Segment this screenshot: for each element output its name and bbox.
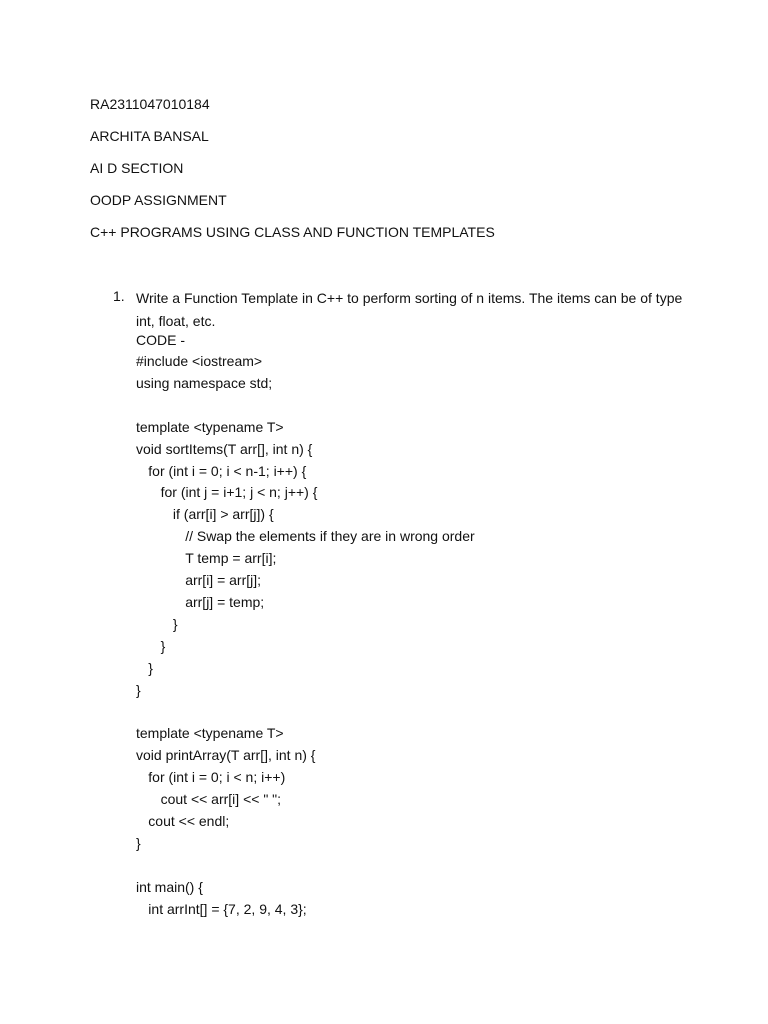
code-line: T temp = arr[i];: [185, 550, 277, 567]
question-text: Write a Function Template in C++ to perform sorting of n items. The items can be of type int, float, etc.: [136, 290, 683, 329]
code-line: // Swap the elements if they are in wrong order: [185, 528, 475, 545]
code-line: int arrInt[] = {7, 2, 9, 4, 3};: [148, 900, 307, 917]
student-name: ARCHITA BANSAL: [90, 128, 209, 144]
assignment-title: OODP ASSIGNMENT: [90, 192, 227, 208]
question-number: 1.: [113, 288, 125, 304]
code-line: void printArray(T arr[], int n) {: [136, 747, 316, 764]
assignment-topic: C++ PROGRAMS USING CLASS AND FUNCTION TEMPLATES: [90, 224, 495, 240]
code-line: }: [136, 681, 141, 698]
code-line: for (int i = 0; i < n; i++): [148, 769, 286, 786]
registration-number: RA2311047010184: [90, 96, 210, 112]
code-line: #include <iostream>: [136, 353, 263, 369]
code-line: int main() {: [136, 878, 203, 895]
code-line: void sortItems(T arr[], int n) {: [136, 440, 313, 457]
code-line: cout << endl;: [148, 812, 230, 829]
section-label: AI D SECTION: [90, 160, 184, 176]
code-line: for (int j = i+1; j < n; j++) {: [160, 484, 318, 501]
code-line: arr[j] = temp;: [185, 593, 265, 610]
code-line: if (arr[i] > arr[j]) {: [172, 506, 274, 523]
code-line: template <typename T>: [136, 418, 284, 435]
code-line: }: [136, 834, 141, 851]
code-line: arr[i] = arr[j];: [185, 572, 262, 588]
code-line: for (int i = 0; i < n-1; i++) {: [148, 462, 307, 479]
code-line: cout << arr[i] << " ";: [160, 791, 282, 807]
code-line: }: [172, 615, 178, 632]
code-line: template <typename T>: [136, 725, 284, 742]
code-line: }: [160, 637, 166, 654]
code-line: using namespace std;: [136, 374, 273, 391]
code-label: CODE -: [136, 332, 185, 348]
code-line: }: [148, 659, 153, 676]
